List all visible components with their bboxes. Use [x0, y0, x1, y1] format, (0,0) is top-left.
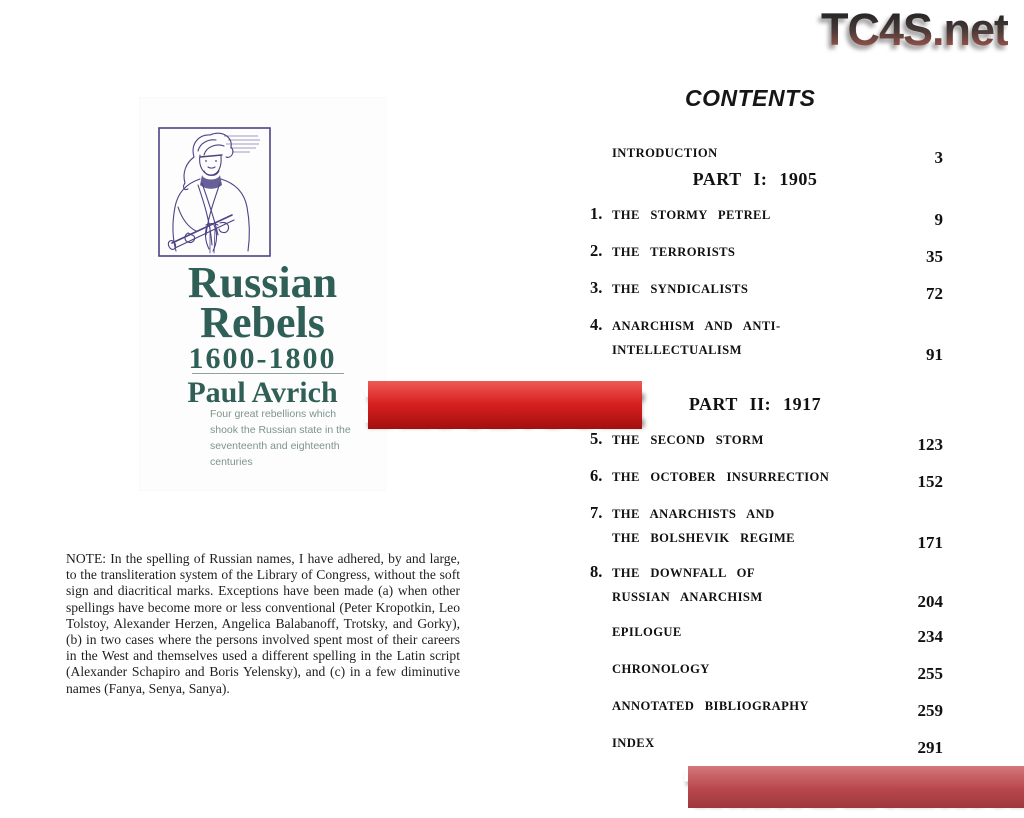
- cover-divider-rule: [192, 373, 344, 374]
- toc-row-bibliography: [585, 699, 945, 733]
- toc-row-epilogue: [585, 625, 945, 659]
- toc-chapter-number: 2.: [590, 241, 603, 260]
- toc-label: ANNOTATED BIBLIOGRAPHY: [612, 699, 809, 713]
- toc-page-number: 204: [917, 592, 943, 611]
- cover-years: 1600-1800: [188, 342, 337, 375]
- toc-label-line2: THE BOLSHEVIK REGIME: [612, 531, 795, 545]
- cover-author: Paul Avrich: [187, 376, 338, 409]
- cover-title-line2: Rebels: [200, 298, 325, 347]
- toc-label: INTRODUCTION: [612, 146, 718, 160]
- cover-tagline-line: centuries: [210, 456, 253, 468]
- toc-page-number: 259: [917, 701, 943, 720]
- toc-label: THE OCTOBER INSURRECTION: [612, 470, 830, 484]
- cover-title-line1: Russian: [187, 258, 338, 307]
- toc-row-chapter5: [585, 429, 945, 463]
- toc-label-line2: INTELLECTUALISM: [612, 343, 742, 357]
- tradersxtreme-watermark: [688, 766, 1024, 808]
- contents-heading: CONTENTS: [685, 85, 816, 111]
- toc-page-number: 72: [926, 284, 943, 303]
- toc-row-chapter8: [585, 562, 945, 611]
- toc-label: THE SYNDICALISTS: [612, 282, 749, 296]
- cover-tagline-line: shook the Russian state in the: [210, 424, 351, 436]
- toc-label: CHRONOLOGY: [612, 662, 710, 676]
- toc-row-chapter2: [585, 241, 945, 275]
- toc-row-chapter3: [585, 278, 945, 312]
- toc-label: THE STORMY PETREL: [612, 208, 771, 222]
- toc-page-number: 35: [926, 247, 943, 266]
- toc-page-number: 291: [917, 738, 943, 757]
- transliteration-note: NOTE: In the spelling of Russian names, I have adhered, by and large, to the transliteration system of the Library of Congress, without the soft sign and diacritical marks. Exceptions have been made (a) when other spellings have become more or less conventional (Peter Kropotkin, Leo Tolstoy, Alexander Herzen, Angelica Balabanoff, Trotsky, and Gorky), (b) in two cases where the persons involved spent most of their careers in the West and themselves used a different spelling in the Latin script (Alexander Schapiro and Boris Yelensky), and (c) in a few diminutive names (Fanya, Senya, Sanya).: [66, 551, 460, 696]
- toc-page-number: 171: [917, 533, 943, 552]
- toc-label: THE SECOND STORM: [612, 433, 764, 447]
- cover-portrait-illustration: [158, 127, 272, 258]
- toc-chapter-number: 8.: [590, 562, 603, 581]
- toc-chapter-number: 1.: [590, 204, 603, 223]
- toc-chapter-number: 6.: [590, 466, 603, 485]
- toc-row-chapter1: [585, 204, 945, 238]
- toc-label: INDEX: [612, 736, 655, 750]
- toc-page-number: 152: [917, 472, 943, 491]
- tradersxtreme-watermark-text: [688, 766, 1024, 808]
- toc-label: EPILOGUE: [612, 625, 682, 639]
- toc-chapter-number: 7.: [590, 503, 603, 522]
- toc-page-number: 255: [917, 664, 943, 683]
- toc-page-number: 9: [934, 210, 943, 229]
- toc-part2-heading: PART II: 1917: [688, 394, 822, 414]
- toc-row-index: [585, 736, 945, 770]
- toc-label-line2: RUSSIAN ANARCHISM: [612, 590, 763, 604]
- toc-label: THE ANARCHISTS AND: [612, 507, 775, 521]
- toc-page-number: 3: [934, 148, 943, 167]
- cover-tagline-line: seventeenth and eighteenth: [210, 440, 340, 452]
- toc-label: THE DOWNFALL OF: [612, 566, 755, 580]
- toc-row-chapter6: [585, 466, 945, 500]
- cover-tagline: [210, 406, 351, 470]
- cover-tagline-line: Four great rebellions which: [210, 408, 337, 420]
- toc-row-chronology: [585, 662, 945, 696]
- toc-chapter-number: 4.: [590, 315, 603, 334]
- table-of-contents: [585, 85, 945, 775]
- book-cover: [140, 98, 385, 490]
- toc-label: THE TERRORISTS: [612, 245, 736, 259]
- toc-part1-heading: PART I: 1905: [692, 169, 818, 189]
- toc-row-chapter7: [585, 503, 945, 552]
- toc-chapter-number: 5.: [590, 429, 603, 448]
- toc-page-number: 91: [926, 345, 943, 364]
- toc-page-number: 123: [917, 435, 943, 454]
- tc4s-watermark-logo: TC4S.net: [820, 4, 1008, 55]
- toc-row-chapter4: [585, 315, 945, 364]
- toc-label: ANARCHISM AND ANTI-: [612, 319, 781, 333]
- toc-chapter-number: 3.: [590, 278, 603, 297]
- toc-page-number: 234: [917, 627, 943, 646]
